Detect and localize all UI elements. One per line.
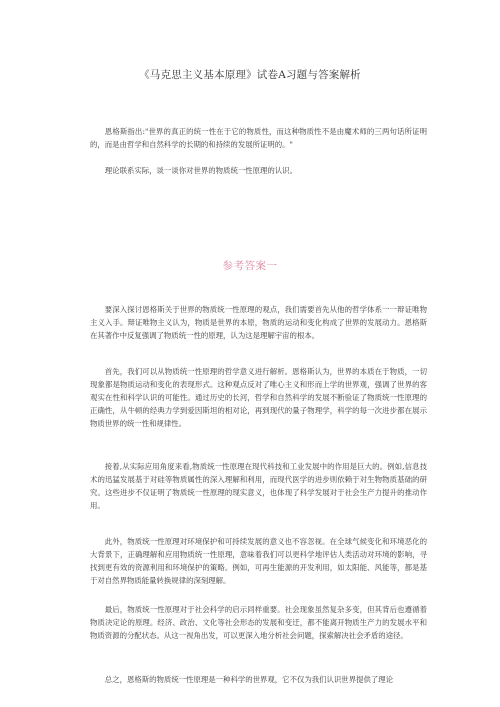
- answer-heading: 参考答案一: [222, 260, 278, 272]
- answer-paragraph-5: 最后，物质统一性原理对于社会科学的启示同样重要。社会现象虽然复杂多变，但其背后也遵循着物质决定论的原理。经济、政治、文化等社会形态的发展和变迁，都不能离开物质生产力的发展水平和物质资源的分配状态。从这一视角出发，可以更深入地分析社会问题，探索解决社会矛盾的途径。: [90, 605, 427, 640]
- answer-paragraph-4: 此外，物质统一性原理对环境保护和可持续发展的意义也不容忽视。在全球气候变化和环境恶化的大背景下，正确理解和应用物质统一性原理，意味着我们可以更科学地评估人类活动对环境的影响，寻找到更有效的资源利用和环境保护的策略。例如，可再生能源的开发利用，如太阳能、风能等，都是基于对自然界物质能量转换规律的深刻理解。: [90, 537, 427, 585]
- answer-paragraph-6: 总之，恩格斯的物质统一性原理是一种科学的世界观，它不仅为我们认识世界提供了理论: [104, 675, 394, 684]
- question-quote: 恩格斯指出:"世界的真正的统一性在于它的物质性，而这种物质性不是由魔术师的三两句话所证明的，而是由哲学和自然科学的长期的和持续的发展所证明的。": [90, 127, 427, 149]
- answer-paragraph-1: 要深入探讨恩格斯关于世界的物质统一性原理的观点，我们需要首先从他的哲学体系一一辩证唯物主义入手。辩证唯物主义认为，物质是世界的本原，物质的运动和变化构成了世界的发展动力。恩格斯在其著作中反复强调了物质统一性的原理，认为这是理解宇宙的根本。: [90, 305, 427, 340]
- question-prompt: 理论联系实际，谈一谈你对世界的物质统一性原理的认识。: [104, 166, 297, 175]
- answer-paragraph-3: 接着,从实际应用角度来看,物质统一性原理在现代科技和工业发展中的作用是巨大的。例如,信息技术的迅猛发展基于对硅等物质属性的深入理解和利用，而现代医学的进步则依赖于对生物物质基础的研究。这些进步不仅证明了物质统一性原理的现实意义，也体现了科学发展对于社会生产力提升的推动作用。: [90, 462, 427, 510]
- document-title: 《马克思主义基本原理》试卷A习题与答案解析: [139, 69, 361, 81]
- answer-paragraph-2: 首先，我们可以从物质统一性原理的哲学意义进行解析。恩格斯认为，世界的本质在于物质，一切现象都是物质运动和变化的表现形式。这种观点反对了唯心主义和形而上学的世界观，强调了世界的客观实在性和科学认识的可能性。通过历史的长河，哲学和自然科学的发展不断验证了物质统一性原理的正确性，从牛顿的经典力学到爱因斯坦的相对论，再到现代的量子物理学，科学的每一次进步都在展示物质世界的统一性和规律性。: [90, 367, 427, 428]
